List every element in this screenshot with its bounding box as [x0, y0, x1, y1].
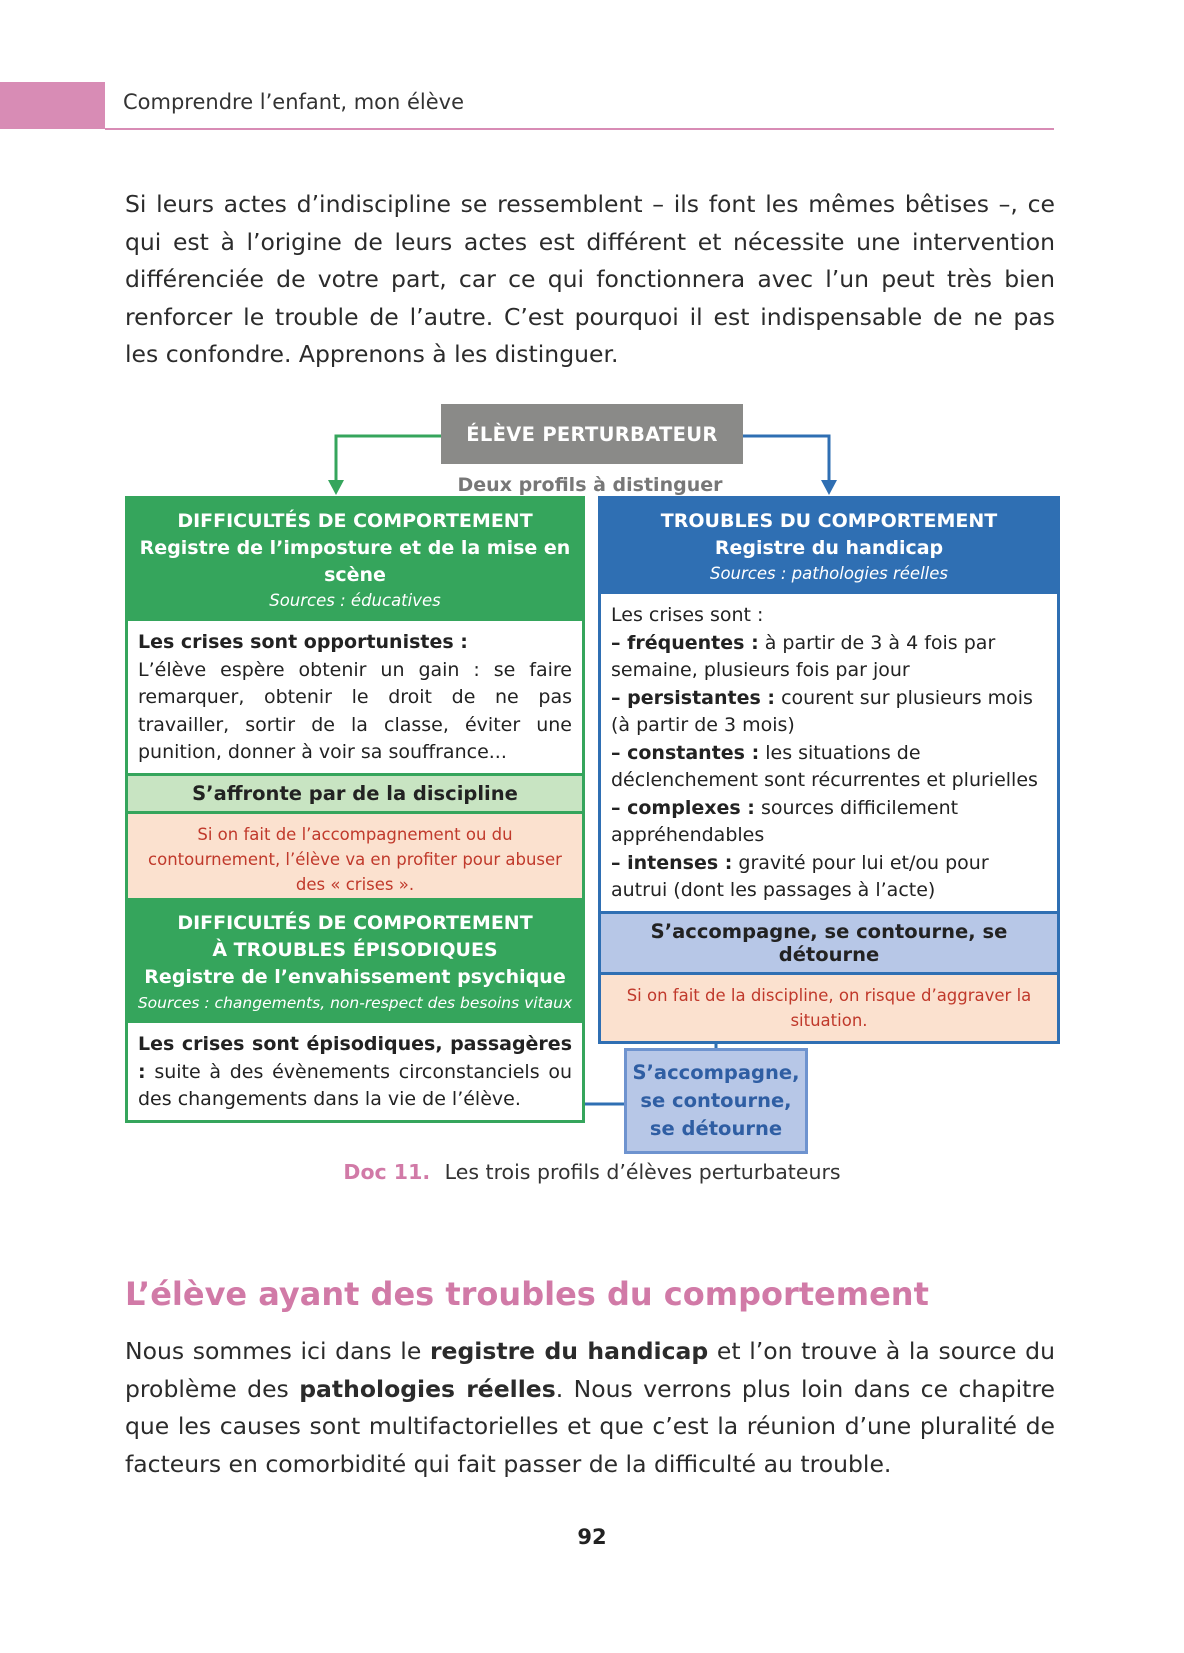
troubles-item-constantes: – constantes : les situations de déclenchement sont récurrentes et plurielles — [611, 741, 1038, 791]
side-box-accompagne — [624, 1048, 808, 1154]
troubles-item-complexes: – complexes : sources difficilement appréhendables — [611, 796, 959, 846]
arrow-left-head — [328, 480, 344, 495]
troubles-item-persistantes: – persistantes : courent sur plusieurs mois (à partir de 3 mois) — [611, 686, 1033, 736]
side-box-line1: S’accompagne, — [632, 1061, 800, 1084]
difficultes-text: L’élève espère obtenir un gain : se faire remarquer, obtenir le droit de ne pas travailler, sortir de la classe, éviter une punition, donner à voir sa souffrance... — [138, 658, 572, 763]
figure-caption — [0, 1160, 1184, 1184]
troubles-box — [598, 496, 1060, 1044]
side-box-line2: se contourne, — [640, 1089, 792, 1112]
difficultes-register: Registre de l’imposture et de la mise en scène — [139, 537, 571, 586]
troubles-band: S’accompagne, se contourne, se détourne — [601, 911, 1057, 975]
troubles-sources: Sources : pathologies réelles — [709, 564, 949, 583]
running-header-title: Comprendre l’enfant, mon élève — [123, 90, 465, 114]
intro-paragraph: Si leurs actes d’indiscipline se ressemblent – ils font les mêmes bêtises –, ce qui est à l’origine de leurs actes est différent et nécessite une intervention différenciée de votre part, car ce qui fonctionnera avec l’un peut très bien renforcer le trouble de l’autre. C’est pourquoi il est indispensable de ne pas les confondre. Apprenons à les distinguer. — [125, 190, 1055, 369]
difficultes-lead: Les crises sont opportunistes : — [138, 631, 468, 653]
root-box-eleve-perturbateur: ÉLÈVE PERTURBATEUR — [441, 404, 743, 464]
diagram-subtitle: Deux profils à distinguer — [457, 474, 723, 496]
difficultes-sources: Sources : éducatives — [269, 591, 441, 610]
caption-label: Doc 11. — [343, 1160, 431, 1184]
troubles-register: Registre du handicap — [714, 537, 944, 559]
header-divider — [105, 128, 1054, 130]
difficultes-warning: Si on fait de l’accompagnement ou du contournement, l’élève va en profiter pour abuser des « crises ». — [128, 814, 582, 905]
page-number: 92 — [577, 1525, 607, 1549]
difficultes-band: S’affronte par de la discipline — [128, 773, 582, 814]
arrow-right-head — [821, 480, 837, 495]
episodiques-header — [128, 901, 582, 1023]
episodiques-title-line2: À TROUBLES ÉPISODIQUES — [212, 939, 498, 961]
profiles-diagram — [120, 404, 1060, 1184]
troubles-title: TROUBLES DU COMPORTEMENT — [660, 510, 998, 532]
troubles-header — [601, 499, 1057, 594]
episodiques-title-line1: DIFFICULTÉS DE COMPORTEMENT — [177, 912, 533, 934]
section-paragraph: Nous sommes ici dans le registre du handicap et l’on trouve à la source du problème des pathologies réelles. Nous verrons plus loin dans ce chapitre que les causes sont multifactorielles et que c’est la réunion d’une pluralité de facteurs en comorbidité qui fait passer de la difficulté au trouble. — [125, 1337, 1055, 1478]
difficultes-content — [128, 621, 582, 773]
difficultes-header — [128, 499, 582, 621]
troubles-intro: Les crises sont : — [611, 604, 764, 626]
section-heading: L’élève ayant des troubles du comportement — [125, 1275, 929, 1313]
episodiques-register: Registre de l’envahissement psychique — [144, 966, 566, 988]
troubles-item-intenses: – intenses : gravité pour lui et/ou pour autrui (dont les passages à l’acte) — [611, 851, 989, 901]
episodiques-text: suite à des évènements circonstanciels ou des changements dans la vie de l’élève. — [138, 1060, 572, 1110]
difficultes-title: DIFFICULTÉS DE COMPORTEMENT — [177, 510, 533, 532]
side-box-line3: se détourne — [649, 1117, 783, 1140]
episodiques-sources: Sources : changements, non-respect des besoins vitaux — [137, 994, 573, 1012]
episodiques-box — [125, 898, 585, 1123]
troubles-content — [601, 594, 1057, 911]
episodiques-content — [128, 1023, 582, 1120]
caption-text: Les trois profils d’élèves perturbateurs — [444, 1160, 841, 1184]
difficultes-box — [125, 496, 585, 908]
episodiques-lead: Les crises sont épisodiques, passagères : — [138, 1033, 572, 1083]
troubles-warning: Si on fait de la discipline, on risque d’aggraver la situation. — [601, 975, 1057, 1041]
troubles-item-frequentes: – fréquentes : à partir de 3 à 4 fois par semaine, plusieurs fois par jour — [611, 631, 996, 681]
header-color-tab — [0, 82, 105, 129]
